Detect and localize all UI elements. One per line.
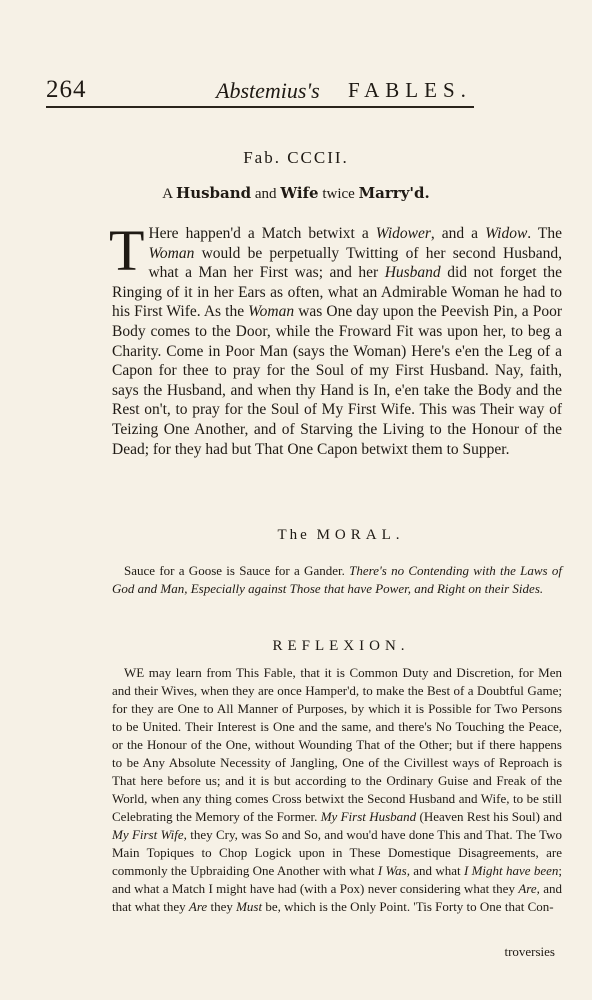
fable-number: Fab. CCCII. [243, 148, 349, 167]
body-widower: Widower [375, 225, 431, 242]
reflexion-t7: they [207, 899, 237, 914]
moral-heading-the: The [277, 527, 310, 543]
moral-italic: There's no Contending with the Laws of God and Man, Especially against Those that have Power, and Right on their Sides. [112, 563, 562, 596]
body-text-5: did not forget the Ringing of it in her Ears as often, what an Admirable Woman he had to his First Wife. As the [112, 264, 562, 321]
body-widow: Widow [485, 225, 528, 242]
title-prefix: A [162, 186, 173, 202]
reflexion-i4: I Might have been [463, 863, 559, 878]
reflexion-i5: Are, [518, 881, 540, 896]
reflexion-i7: Must [236, 899, 263, 914]
title-twice: twice [322, 186, 355, 202]
running-author: Abstemius's [216, 78, 320, 103]
body-woman-2: Woman [248, 303, 295, 321]
moral-plain: Sauce for a Goose is Sauce for a Gander. [124, 563, 350, 578]
reflexion-i2: My First Wife, [112, 827, 187, 842]
reflexion-i6: Are [188, 899, 208, 914]
title-wife: Wife [280, 184, 319, 202]
reflexion-t8: be, which is the Only Point. 'Tis Forty to One that Con- [262, 899, 554, 914]
reflexion-t6: and that what they [112, 881, 562, 914]
fable-body [109, 218, 562, 459]
title-and: and [254, 186, 277, 202]
title-marryd: Marry'd. [358, 184, 430, 202]
reflexion-t5: ; and what a Match I might have had (with a Pox) never considering what they [112, 863, 562, 896]
reflexion-i3: I Was, [377, 863, 410, 878]
running-title: FABLES. [348, 78, 472, 102]
moral-heading [0, 527, 592, 544]
header-rule [46, 106, 474, 108]
reflexion-t4: and what [409, 863, 464, 878]
title-husband: Husband [176, 184, 252, 202]
fable-title [0, 184, 592, 203]
body-text-6: was One day upon the Peevish Pin, a Poor Body comes to the Door, while the Froward Fit was upon her, to beg a Charity. Come in Poor Man (says the Woman) Here's e'en the Leg of a Capon for thee to pray for the Soul of my First Husband. Nay, faith, says the Husband, and when thy Hand is In, e'en take the Body and the Rest on't, to pray for the Soul of My First Wife. This was Their way of Teizing One Another, and of Starving the Living to the Honour of the Dead; for they had but That One Capon betwixt them to Supper. [112, 303, 562, 458]
body-text-1: Here happen'd a Match betwixt a [148, 225, 376, 242]
moral-text [112, 562, 562, 598]
running-header [46, 74, 474, 104]
reflexion-t2: (Heaven Rest his Soul) and [416, 809, 562, 824]
moral-heading-word: MORAL. [316, 527, 405, 543]
body-text-4: would be perpetually Twitting of her second Husband, what a Man her First was; and her [148, 244, 562, 282]
drop-cap: T [109, 218, 145, 283]
body-woman-1: Woman [148, 244, 195, 262]
reflexion-heading: REFLEXION. [272, 638, 410, 654]
catchword: troversies [504, 944, 555, 959]
body-text-3: . The [527, 225, 562, 242]
reflexion-t3: they Cry, was So and So, and wou'd have done This and That. The Two Main Topiques to Chop Logick upon in These Domestique Disagreements, are commonly the Upbraiding One Another with what [112, 827, 562, 878]
body-text-2: , and a [430, 225, 486, 242]
reflexion-text [112, 664, 562, 916]
reflexion-i1: My First Husband [320, 809, 417, 824]
page-number: 264 [46, 76, 87, 103]
body-husband: Husband [384, 264, 441, 282]
reflexion-t1: WE may learn from This Fable, that it is Common Duty and Discretion, for Men and their Wives, when they are once Hamper'd, to make the Best of a Doubtful Game; for they are One to All Manner of Purposes, by which it is Possible for Two Persons to be United. Their Interest is One and the same, and there's No Touching the Peace, or the Honour of the One, without Wounding That of the Other; but if there happens to be Any Absolute Necessity of Jangling, One of the Civillest ways of Reproach is That here before us; and it is but according to the Ordinary Guise and Freak of the World, when any thing comes Cross betwixt the Second Husband and Wife, to be still Celebrating the Memory of the Former. [112, 665, 562, 824]
